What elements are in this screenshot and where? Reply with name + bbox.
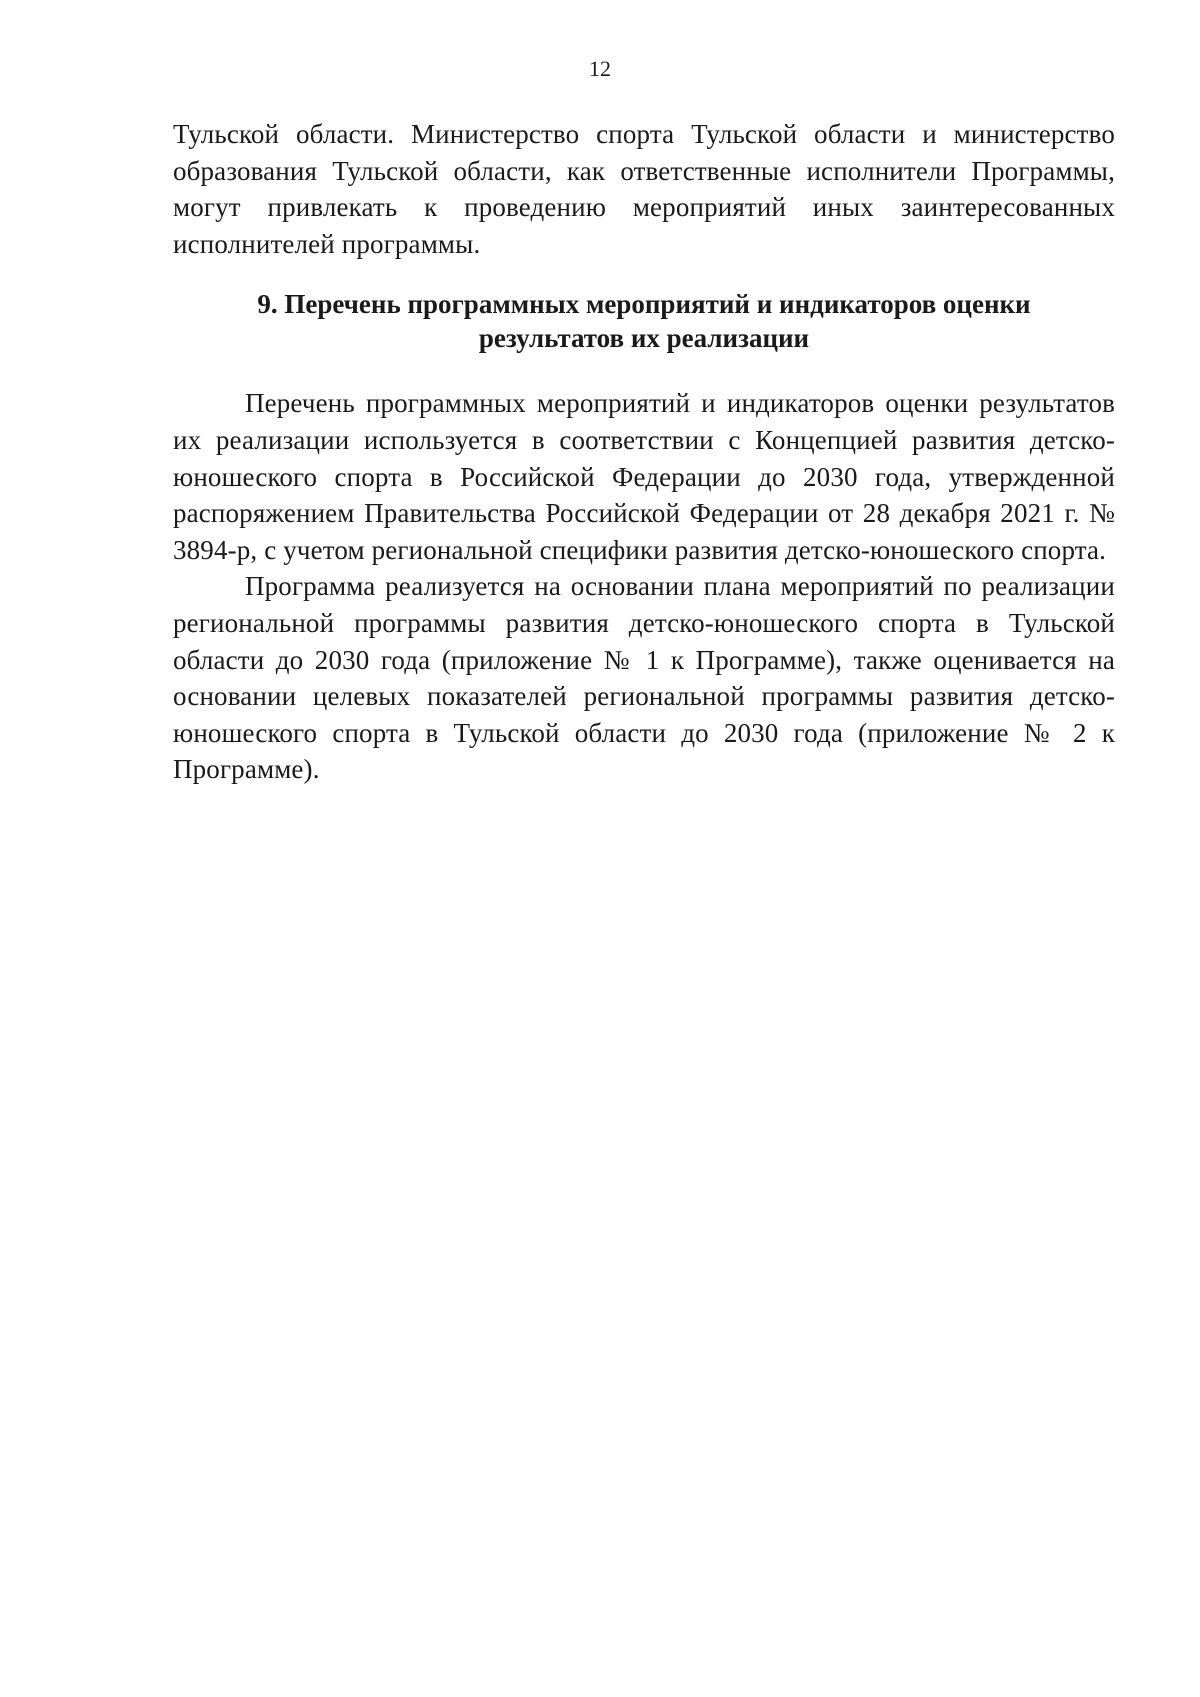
intro-paragraph: Тульской области. Министерство спорта Тульской области и министерство образования Тульской области, как ответственные исполнители Программы, могут привлекать к проведению мероприятий иных заинтересованных исполнителей программы. <box>173 119 1115 259</box>
section-heading <box>173 287 1115 355</box>
section-heading-line-1: 9. Перечень программных мероприятий и индикаторов оценки <box>257 289 1031 320</box>
paragraph-program: Программа реализуется на основании плана мероприятий по реализации региональной программы развития детско-юношеского спорта в Тульской области до 2030 года (приложение № 1 к Программе), также оценивается на основании целевых показателей региональной программы развития детско-юношеского спорта в Тульской области до 2030 года (приложение № 2 к Программе). <box>173 571 1115 785</box>
document-body <box>173 116 1115 788</box>
section-heading-line-2: результатов их реализации <box>478 323 810 354</box>
paragraph-concept: Перечень программных мероприятий и индикаторов оценки результатов их реализации используется в соответствии с Концепцией развития детско-юношеского спорта в Российской Федерации до 2030 года, утвержденной распоряжением Правительства Российской Федерации от 28 декабря 2021 г. № 3894-р, с учетом региональной специфики развития детско-юношеского спорта. <box>173 388 1115 565</box>
page-number: 12 <box>589 56 611 81</box>
